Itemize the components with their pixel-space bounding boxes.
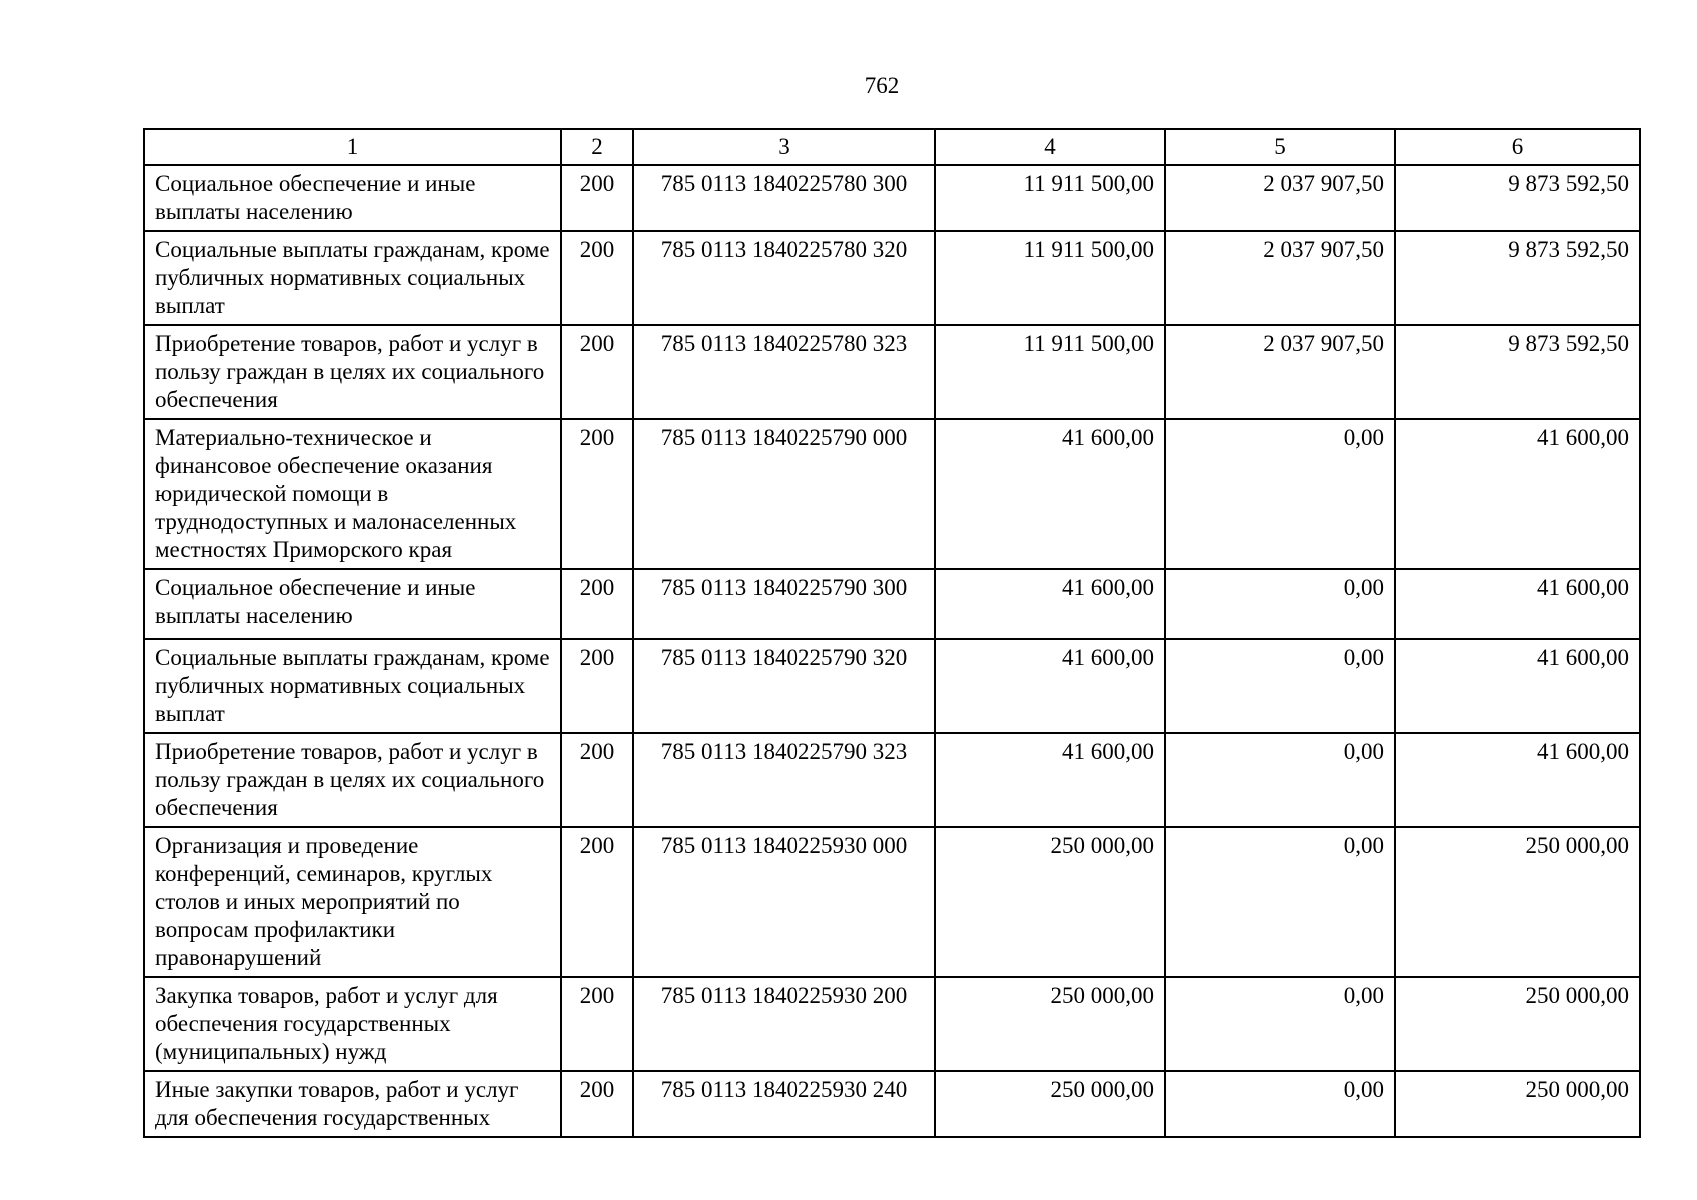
row-executed: 0,00 — [1165, 827, 1395, 977]
row-unexecuted: 250 000,00 — [1395, 1071, 1640, 1137]
row-name: Приобретение товаров, работ и услуг в пользу граждан в целях их социального обеспечения — [144, 325, 561, 419]
row-kbk: 785 0113 1840225780 320 — [633, 231, 935, 325]
row-code: 200 — [561, 165, 633, 231]
table-row — [144, 977, 1640, 1071]
row-code: 200 — [561, 827, 633, 977]
row-kbk: 785 0113 1840225930 200 — [633, 977, 935, 1071]
row-code: 200 — [561, 231, 633, 325]
header-row — [144, 129, 1640, 165]
table-row — [144, 733, 1640, 827]
row-kbk: 785 0113 1840225790 320 — [633, 639, 935, 733]
row-approved: 41 600,00 — [935, 733, 1165, 827]
row-code: 200 — [561, 639, 633, 733]
header-cell-5: 5 — [1165, 129, 1395, 165]
row-approved: 41 600,00 — [935, 569, 1165, 639]
row-executed: 0,00 — [1165, 977, 1395, 1071]
row-executed: 2 037 907,50 — [1165, 165, 1395, 231]
row-kbk: 785 0113 1840225790 300 — [633, 569, 935, 639]
budget-table-container — [143, 128, 1639, 1138]
row-name: Приобретение товаров, работ и услуг в пользу граждан в целях их социального обеспечения — [144, 733, 561, 827]
row-approved: 250 000,00 — [935, 827, 1165, 977]
row-code: 200 — [561, 1071, 633, 1137]
budget-table — [143, 128, 1641, 1138]
row-name: Иные закупки товаров, работ и услуг для обеспечения государственных — [144, 1071, 561, 1137]
row-code: 200 — [561, 569, 633, 639]
row-name: Социальные выплаты гражданам, кроме публичных нормативных социальных выплат — [144, 231, 561, 325]
header-cell-6: 6 — [1395, 129, 1640, 165]
page-number: 762 — [864, 73, 900, 98]
row-name: Закупка товаров, работ и услуг для обеспечения государственных (муниципальных) нужд — [144, 977, 561, 1071]
row-unexecuted: 250 000,00 — [1395, 827, 1640, 977]
table-row — [144, 1071, 1640, 1137]
row-unexecuted: 9 873 592,50 — [1395, 325, 1640, 419]
table-row — [144, 325, 1640, 419]
row-name: Материально-техническое и финансовое обеспечение оказания юридической помощи в труднодоступных и малонаселенных местностях Приморского края — [144, 419, 561, 569]
row-executed: 0,00 — [1165, 733, 1395, 827]
table-row — [144, 827, 1640, 977]
row-approved: 250 000,00 — [935, 977, 1165, 1071]
row-name: Социальные выплаты гражданам, кроме публичных нормативных социальных выплат — [144, 639, 561, 733]
row-unexecuted: 41 600,00 — [1395, 639, 1640, 733]
row-approved: 11 911 500,00 — [935, 231, 1165, 325]
header-cell-4: 4 — [935, 129, 1165, 165]
row-code: 200 — [561, 977, 633, 1071]
table-header — [144, 129, 1640, 165]
row-unexecuted: 9 873 592,50 — [1395, 231, 1640, 325]
header-cell-2: 2 — [561, 129, 633, 165]
header-cell-3: 3 — [633, 129, 935, 165]
row-kbk: 785 0113 1840225930 240 — [633, 1071, 935, 1137]
table-row — [144, 165, 1640, 231]
row-approved: 11 911 500,00 — [935, 165, 1165, 231]
row-approved: 41 600,00 — [935, 419, 1165, 569]
row-executed: 2 037 907,50 — [1165, 231, 1395, 325]
row-approved: 250 000,00 — [935, 1071, 1165, 1137]
row-unexecuted: 41 600,00 — [1395, 569, 1640, 639]
row-kbk: 785 0113 1840225790 000 — [633, 419, 935, 569]
table-row — [144, 569, 1640, 639]
table-row — [144, 231, 1640, 325]
table-body — [144, 165, 1640, 1137]
row-unexecuted: 41 600,00 — [1395, 419, 1640, 569]
row-kbk: 785 0113 1840225790 323 — [633, 733, 935, 827]
row-kbk: 785 0113 1840225930 000 — [633, 827, 935, 977]
row-executed: 0,00 — [1165, 1071, 1395, 1137]
row-executed: 0,00 — [1165, 639, 1395, 733]
row-kbk: 785 0113 1840225780 300 — [633, 165, 935, 231]
row-unexecuted: 9 873 592,50 — [1395, 165, 1640, 231]
row-code: 200 — [561, 419, 633, 569]
row-executed: 0,00 — [1165, 419, 1395, 569]
row-unexecuted: 41 600,00 — [1395, 733, 1640, 827]
row-executed: 2 037 907,50 — [1165, 325, 1395, 419]
row-name: Социальное обеспечение и иные выплаты населению — [144, 165, 561, 231]
row-code: 200 — [561, 325, 633, 419]
row-approved: 11 911 500,00 — [935, 325, 1165, 419]
table-row — [144, 639, 1640, 733]
row-code: 200 — [561, 733, 633, 827]
header-cell-1: 1 — [144, 129, 561, 165]
table-row — [144, 419, 1640, 569]
row-approved: 41 600,00 — [935, 639, 1165, 733]
row-executed: 0,00 — [1165, 569, 1395, 639]
row-unexecuted: 250 000,00 — [1395, 977, 1640, 1071]
row-name: Социальное обеспечение и иные выплаты населению — [144, 569, 561, 639]
row-name: Организация и проведение конференций, семинаров, круглых столов и иных мероприятий по вопросам профилактики правонарушений — [144, 827, 561, 977]
row-kbk: 785 0113 1840225780 323 — [633, 325, 935, 419]
